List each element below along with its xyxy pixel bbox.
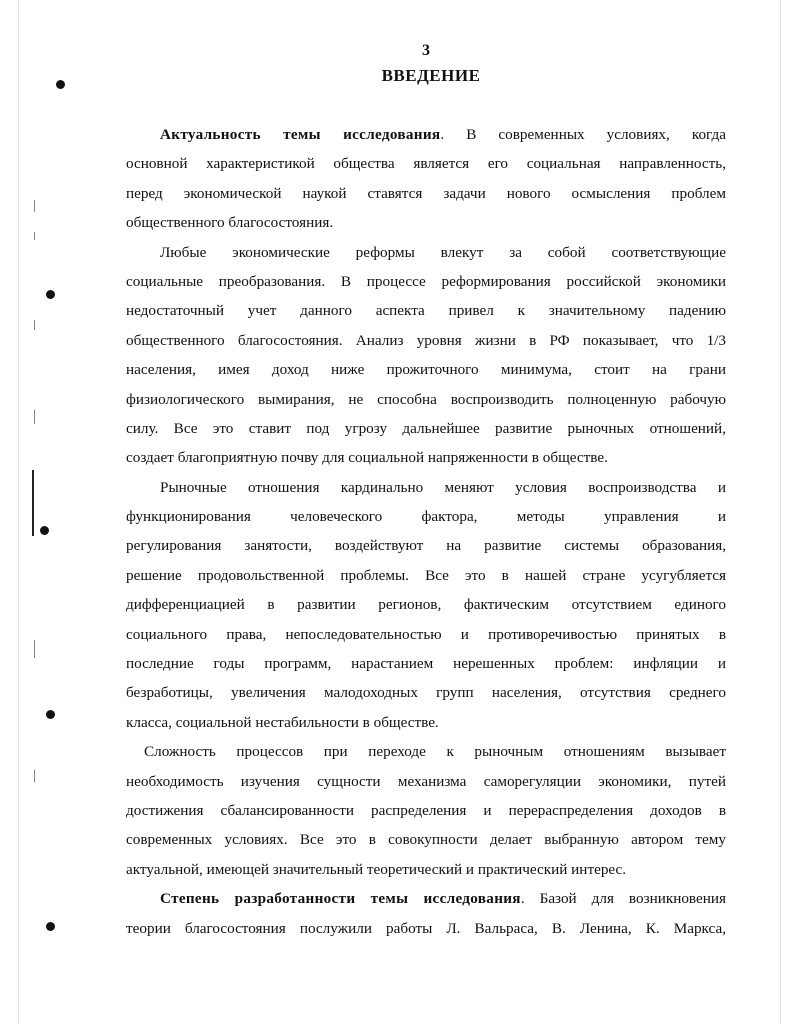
- binding-hole-mark: [46, 290, 55, 299]
- scan-artifact: [34, 770, 35, 782]
- text-line: безработицы, увеличения малодоходных групп населения, отсутствия среднего: [126, 684, 726, 702]
- scan-edge-line: [18, 0, 19, 1024]
- text-line: социальные преобразования. В процессе реформирования российской экономики: [126, 272, 726, 290]
- text-line: населения, имея доход ниже прожиточного минимума, стоит на грани: [126, 361, 726, 379]
- text-line: общественного благосостояния.: [126, 214, 334, 232]
- scan-artifact: [34, 200, 35, 212]
- text-line: регулирования занятости, воздействуют на развитие системы образования,: [126, 537, 726, 555]
- text-line: необходимость изучения сущности механизма саморегуляции экономики, путей: [126, 772, 726, 790]
- scan-artifact: [34, 320, 35, 330]
- text-line: Любые экономические реформы влекут за собой соответствующие: [160, 243, 726, 261]
- text-line: Сложность процессов при переходе к рыночным отношениям вызывает: [144, 743, 726, 761]
- bold-heading: Актуальность темы исследования: [160, 126, 441, 143]
- page-number: 3: [422, 42, 430, 59]
- text-line: Рыночные отношения кардинально меняют условия воспроизводства и: [160, 478, 726, 496]
- binding-hole-mark: [46, 710, 55, 719]
- section-title: ВВЕДЕНИЕ: [381, 66, 481, 85]
- text-line: класса, социальной нестабильности в обществе.: [126, 713, 439, 731]
- text-line: физиологического вымирания, не способна воспроизводить полноценную рабочую: [126, 390, 726, 408]
- text-line: Актуальность темы исследования. В современных условиях, когда: [160, 126, 726, 143]
- text-line: актуальной, имеющей значительный теоретический и практический интерес.: [126, 860, 627, 878]
- text-line: общественного благосостояния. Анализ уровня жизни в РФ показывает, что 1/3: [126, 331, 726, 349]
- text-line: недостаточный учет данного аспекта привел к значительному падению: [126, 302, 726, 320]
- scan-edge-line: [780, 0, 781, 1024]
- text-line: решение продовольственной проблемы. Все это в нашей стране усугубляется: [126, 566, 726, 584]
- bold-heading: Степень разработанности темы исследования: [160, 890, 521, 908]
- scan-artifact: [34, 640, 35, 658]
- text-line: функционирования человеческого фактора, методы управления и: [126, 508, 726, 526]
- binding-hole-mark: [46, 922, 55, 931]
- text-line: дифференциацией в развитии регионов, фактическим отсутствием единого: [126, 596, 726, 614]
- text-line: достижения сбалансированности распределения и перераспределения доходов в: [126, 801, 726, 819]
- scan-artifact: [34, 410, 35, 424]
- text-line: теории благосостояния послужили работы Л. Вальраса, В. Ленина, К. Маркса,: [126, 919, 726, 937]
- scan-artifact: [34, 232, 35, 240]
- text-line: социального права, непоследовательностью и противоречивостью принятых в: [126, 625, 726, 643]
- text-line: Степень разработанности темы исследования. Базой для возникновения: [160, 890, 726, 908]
- text-line: последние годы программ, нарастанием нерешенных проблем: инфляции и: [126, 655, 726, 673]
- text-line: современных условиях. Все это в совокупности делает выбранную автором тему: [126, 831, 726, 849]
- text-line: силу. Все это ставит под угрозу дальнейшее развитие рыночных отношений,: [126, 419, 726, 437]
- binding-hole-mark: [40, 526, 49, 535]
- scan-artifact: [32, 470, 34, 536]
- text-line: создает благоприятную почву для социальной напряженности в обществе.: [126, 449, 608, 467]
- text-line: основной характеристикой общества является его социальная направленность,: [126, 155, 726, 173]
- body-text: [126, 120, 726, 943]
- text-line: перед экономической наукой ставятся задачи нового осмысления проблем: [126, 184, 726, 202]
